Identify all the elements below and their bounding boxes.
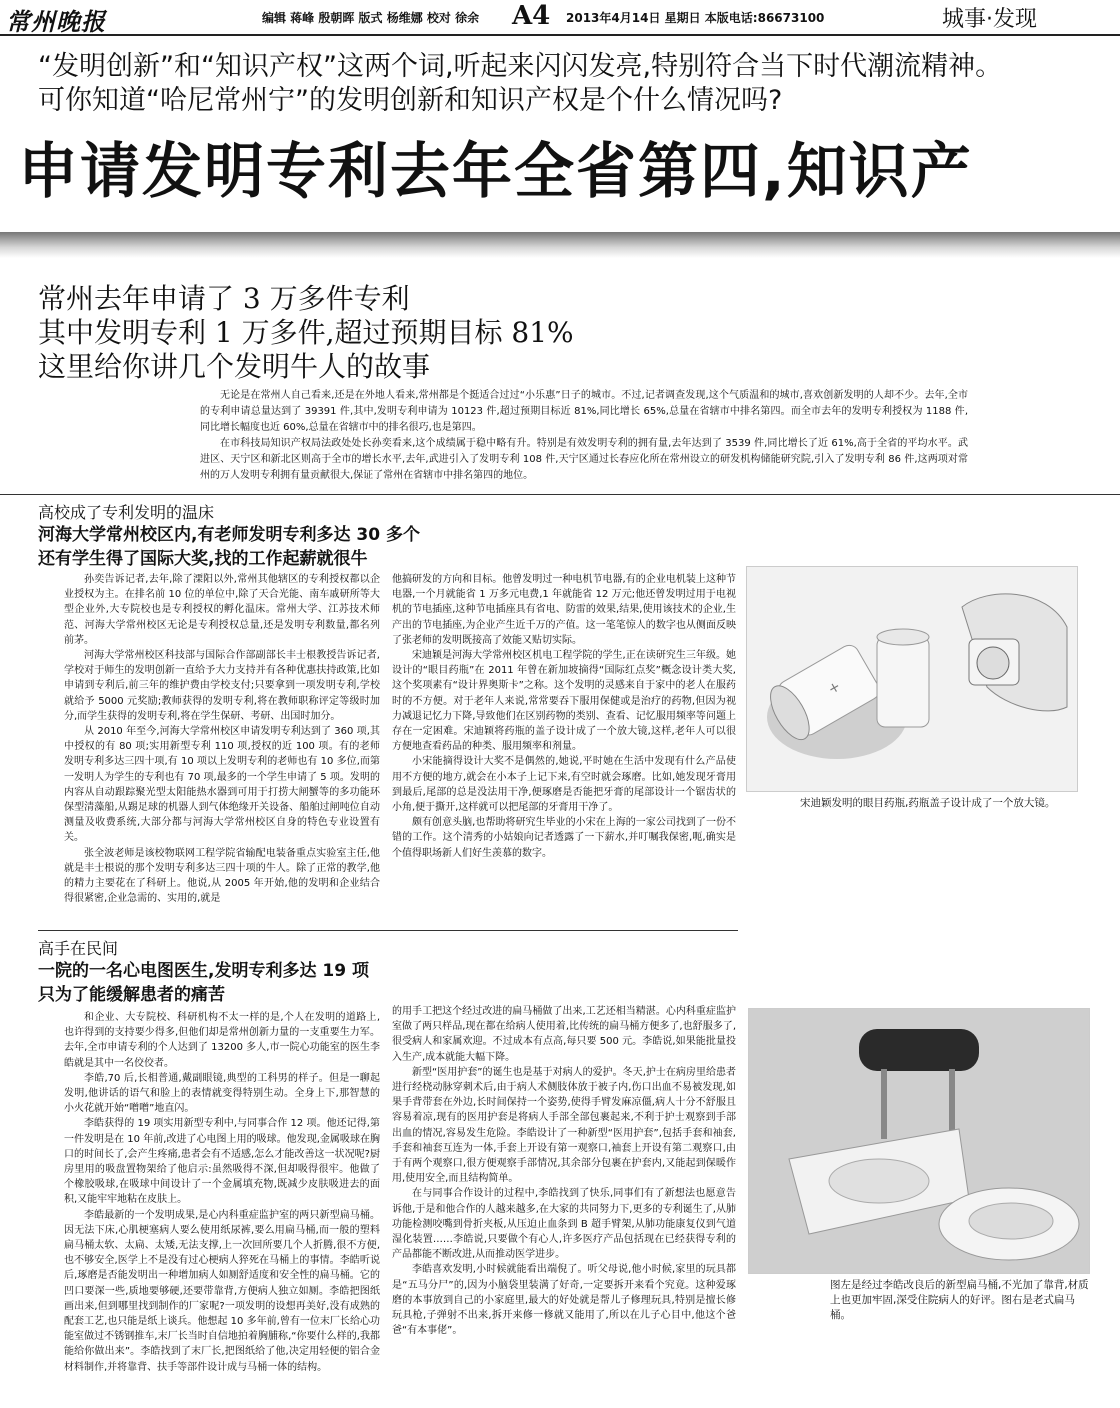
photo-caption: 图左是经过李皓改良后的新型扁马桶,不光加了靠背,材质上也更加牢固,深受住院病人的好评。图右是老式扁马桶。 — [830, 1279, 1089, 1321]
paragraph: 颇有创意头脑,也帮助将研究生毕业的小宋在上海的一家公司找到了一份不错的工作。这个清秀的小姑娘向记者透露了一下薪水,并叮嘱我保密,呃,确实是个值得职场新人们好生羡慕的数字。 — [392, 817, 736, 859]
section2-head-2: 只为了能缓解患者的痛苦 — [38, 985, 225, 1005]
intro-paragraph: 在市科技局知识产权局法政处处长孙奕看来,这个成绩属于稳中略有升。特别是有效发明专利的拥有量,去年达到了 3539 件,同比增长了近 61%,高于全省的平均水平。武进区、天宁区和新北区则高于全市的增长水平,去年,武进引入了发明专利 108 件,天宁区通过长春应化所在常州设立的研发机构储能研究院,引入了发明专利 86 件,这两项对常州的万人发明专利拥有量贡献很大,保证了常州在省辖市中排名第四的地位。 — [200, 438, 968, 481]
subhead-line-3: 这里给你讲几个发明牛人的故事 — [38, 350, 431, 383]
medicine-bottle-photo — [746, 566, 1078, 792]
paragraph: 孙奕告诉记者,去年,除了溧阳以外,常州其他辖区的专利授权都以企业授权为主。在排名前 10 位的单位中,除了天合光能、南车戚研所等大型企业外,大专院校也是专利授权的孵化温床。常州大学、江苏技术师范、河海大学常州校区无论是专利授权总量,还是发明专利数量,都名列前茅。 — [64, 574, 380, 646]
paragraph: 河海大学常州校区科技部与国际合作部副部长丰士根教授告诉记者,学校对于师生的发明创新一直给予大力支持并有各种优惠扶持政策,比如申请到专利后,前三年的维护费由学校支付;只要拿到一项发明专利,学校就给予 5000 元奖励;教师获得的发明专利,将在教师职称评定等级时加分,而学生获得的发明专利,将在学生保研、考研、出国时加分。 — [64, 650, 380, 722]
masthead-logo: 常州晚报 — [6, 7, 106, 36]
photo-caption: 宋迪颖发明的眼目药瓶,药瓶盖子设计成了一个放大镜。 — [800, 797, 1056, 809]
section1-heading — [38, 500, 420, 571]
page-number: A4 — [512, 1, 551, 31]
paragraph: 新型“医用护套”的诞生也是基于对病人的爱护。冬天,护士在病房里给患者进行经桡动脉穿刺术后,由于病人术侧肢体放于被子内,伤口出血不易被发现,如果手背带套在外边,长时间保持一个姿势,使得手臂发麻凉僵,病人十分不舒服且容易着凉,现有的医用护套是将病人手部全部包裹起来,不利于护士观察到手部出血的情况,容易发生危险。李皓设计了一种新型“医用护套”,包括手套和袖套,手套和袖套互连为一体,手套上开设有第一观察口,袖套上开设有第二观察口,由于有两个观察口,很方便观察手部情况,其余部分包裹在护套内,又能起到保暖作用,使用安全,而且结构简单。 — [392, 1066, 736, 1185]
subhead-line-1: 常州去年申请了 3 万多件专利 — [38, 282, 410, 315]
paragraph: 张全波老师是该校物联网工程学院省输配电装备重点实验室主任,他就是丰士根说的那个发明专利多达三四十项的牛人。除了正常的教学,他的精力主要花在了科研上。他说,从 2005 年开始,他的发明和企业结合得很紧密,企业急需的、实用的,就是 — [64, 847, 380, 905]
section-name: 城事·发现 — [942, 7, 1037, 32]
paragraph: 的用手工把这个经过改进的扁马桶做了出来,工艺还相当精湛。心内科重症监护室做了两只样品,现在都在给病人使用着,比传统的扁马桶方便多了,也舒服多了,很受病人和家属欢迎。不过成本有点高,每只要 500 元。李皓说,如果能批量投入生产,成本就能大幅下降。 — [392, 1006, 736, 1063]
section1-head-1: 河海大学常州校区内,有老师发明专利多达 30 多个 — [38, 525, 420, 545]
date-line: 2013年4月14日 星期日 本版电话:86673100 — [566, 11, 825, 25]
medicine-bottle-illustration — [747, 567, 1077, 791]
section2-column-1 — [64, 1010, 380, 1402]
lead-text — [38, 50, 1118, 118]
paragraph: 李皓获得的 19 项实用新型专利中,与同事合作 12 项。他还记得,第一件发明是在 10 年前,改进了心电图上用的吸球。他发现,金属吸球在胸口的时间长了,会产生疼痛,患者会有不适感,怎么才能改善这一状况呢?厨房里用的吸盘置物架给了他启示:虽然吸得不深,但却吸得很牢。他做了个橡胶吸球,在吸球中间设计了一个金属填充物,既减少皮肤吸进去的面积,又能牢牢地粘在皮肤上。 — [64, 1118, 380, 1206]
page-header — [0, 0, 1120, 36]
intro-paragraph: 无论是在常州人自己看来,还是在外地人看来,常州都是个挺适合过过“小乐惠”日子的城市。不过,记者调查发现,这个气质温和的城市,喜欢创新发明的人却不少。去年,全市的专利申请总量达到了 39391 件,其中,发明专利申请为 10123 件,超过预期目标近 81%,同比增长 65%,总量在省辖市中排名第四。而全市去年的发明专利授权为 1188 件,同比增长幅度也近 60%,总量在省辖市中的排名很巧,也是第四。 — [200, 390, 968, 433]
section2-column-2 — [392, 1004, 736, 1402]
divider — [0, 494, 1120, 495]
section1-head-2: 还有学生得了国际大奖,找的工作起薪就很牛 — [38, 549, 368, 569]
bedpan-photo — [748, 1008, 1090, 1274]
divider — [38, 930, 738, 931]
lead-line-2: 可你知道“哈尼常州宁”的发明创新和知识产权是个什么情况吗? — [38, 85, 783, 116]
section1-column-1 — [64, 572, 380, 924]
subheadline — [38, 282, 574, 384]
svg-text:+: + — [825, 678, 844, 698]
paragraph: 李皓,70 后,长相普通,戴副眼镜,典型的工科男的样子。但是一聊起发明,他讲话的语气和脸上的表情就变得特别生动。全身上下,那智慧的小火花就开始“噌噌”地直闪。 — [64, 1072, 380, 1115]
section2-kicker: 高手在民间 — [38, 939, 119, 958]
headline-shade-band — [0, 232, 1120, 258]
lead-line-1: “发明创新”和“知识产权”这两个词,听起来闪闪发亮,特别符合当下时代潮流精神。 — [38, 51, 1003, 82]
section2-heading — [38, 936, 369, 1007]
bedpan-illustration — [749, 1009, 1089, 1273]
staff-credits: 编辑 蒋峰 殷朝晖 版式 杨维娜 校对 徐余 — [262, 11, 480, 25]
paragraph: 李皓最新的一个发明成果,是心内科重症监护室的两只新型扁马桶。因无法下床,心肌梗塞病人要么使用纸尿裤,要么用扁马桶,而一般的塑料扁马桶太软、太扁、太矮,无法支撑,上一次回所要几个人折腾,很不方便,也不够安全,医学上不是没有过心梗病人猝死在马桶上的事情。李皓听说后,琢磨是否能发明出一种增加病人如厕舒适度和安全性的扁马桶。它的凹口要深一些,质地要够硬,还要带靠背,方便病人独立如厕。李皓把图纸画出来,但到哪里找到制作的厂家呢?一项发明的设想再美好,没有成熟的配套工艺,也只能是纸上谈兵。他想起 10 多年前,曾有一位末厂长给心功能室做过不锈钢推车,末厂长当时自信地拍着胸脯称,“你要什么样的,我都能给你做出来”。李皓找到了末厂长,把图纸给了他,决定用轻便的铝合金材料制作,并将靠背、扶手等部件设计成与马桶一体的结构。 — [64, 1209, 380, 1373]
paragraph: 小宋能摘得设计大奖不是偶然的,她说,平时她在生活中发现有什么产品使用不方便的地方,就会在小本子上记下来,有空时就会琢磨。比如,她发现牙膏用到最后,尾部的总是没法用干净,便琢磨是否能把牙膏的尾部设计一个锯齿状的小角,便于撕开,这样就可以把尾部的牙膏用干净了。 — [392, 756, 736, 814]
paragraph: 和企业、大专院校、科研机构不太一样的是,个人在发明的道路上,也许得到的支持要少得多,但他们却是常州创新力量的一支重要生力军。去年,全市申请专利的个人达到了 13200 多人,市一院心功能室的医生李皓就是其中一名佼佼者。 — [64, 1012, 380, 1069]
section1-kicker: 高校成了专利发明的温床 — [38, 503, 215, 522]
section2-head-1: 一院的一名心电图医生,发明专利多达 19 项 — [38, 961, 369, 981]
intro-paragraphs — [200, 388, 968, 484]
main-headline: 申请发明专利去年全省第四,知识产 — [18, 137, 973, 207]
paragraph: 李皓喜欢发明,小时候就能看出端倪了。听父母说,他小时候,家里的玩具都是“五马分尸”的,因为小脑袋里装满了好奇,一定要拆开来看个究竟。这种爱琢磨的本事放到自己的小家庭里,最大的好处就是帮儿子修理玩具,特别是擅长修玩具枪,子弹射不出来,拆开来修一修就又能用了,所以在儿子心目中,他这个爸爸“有本事佬”。 — [392, 1264, 736, 1337]
subhead-line-2: 其中发明专利 1 万多件,超过预期目标 81% — [38, 316, 574, 349]
paragraph: 从 2010 年至今,河海大学常州校区申请发明专利达到了 360 项,其中授权的有 80 项;实用新型专利 110 项,授权的近 100 项。有的老师发明专利多达三四十项,有 10 项以上发明专利的老师也有 10 多位,而第一发明人为学生的专利也有 70 项,最多的一个学生申请了 5 项。发明的内容从自动跟踪聚光型太阳能热水器到可用于打捞大闸蟹等的多功能环保型清藻船,从踢足球的机器人到气体绝缘开关设备、船舶过闸吨位自动测量及收费系统,大部分都与河海大学常州校区自身的特色专业设置有关。 — [64, 726, 380, 844]
section1-column-2 — [392, 572, 736, 924]
paragraph: 宋迪颖是河海大学常州校区机电工程学院的学生,正在读研究生三年级。她设计的“眼目药瓶”在 2011 年曾在新加坡摘得“国际红点奖”概念设计类大奖,这个奖项素有“设计界奥斯卡”之称。这个发明的灵感来自于家中的老人在服药时的不方便。对于老年人来说,常常要吞下服用保健或是治疗的药物,但因为视力减退记忆力下降,导致他们在区别药物的类别、查看、记忆服用频率等问题上存在一定困难。宋迪颖将药瓶的盖子设计成了一个放大镜,这样,老年人可以很方便地查看药品的种类、服用频率和剂量。 — [392, 650, 736, 753]
paragraph: 他搞研发的方向和目标。他曾发明过一种电机节电器,有的企业电机装上这种节电器,一个月就能省 1 万多元电费,1 年就能省 12 万元;他还曾发明过用于电视机的节电插座,这种节电插座具有省电、防雷的效果,结果,使用该技术的企业,生产出的节电插座,为企业产生近千万的产值。这一笔笔惊人的数字也从侧面反映了张老师的发明既接高了效能又贴切实际。 — [392, 574, 736, 646]
paragraph: 在与同事合作设计的过程中,李皓找到了快乐,同事们有了新想法也愿意告诉他,于是和他合作的人越来越多,在大家的共同努力下,更多的专利诞生了,从肺功能检测咬嘴到骨折夹板,从压迫止血条到 B 超手臂架,从肺功能康复仪到气道湿化装置……李皓说,只要做个有心人,许多医疗产品包括现在已经获得专利的产品都能不断改进,从而推动医学进步。 — [392, 1188, 736, 1261]
